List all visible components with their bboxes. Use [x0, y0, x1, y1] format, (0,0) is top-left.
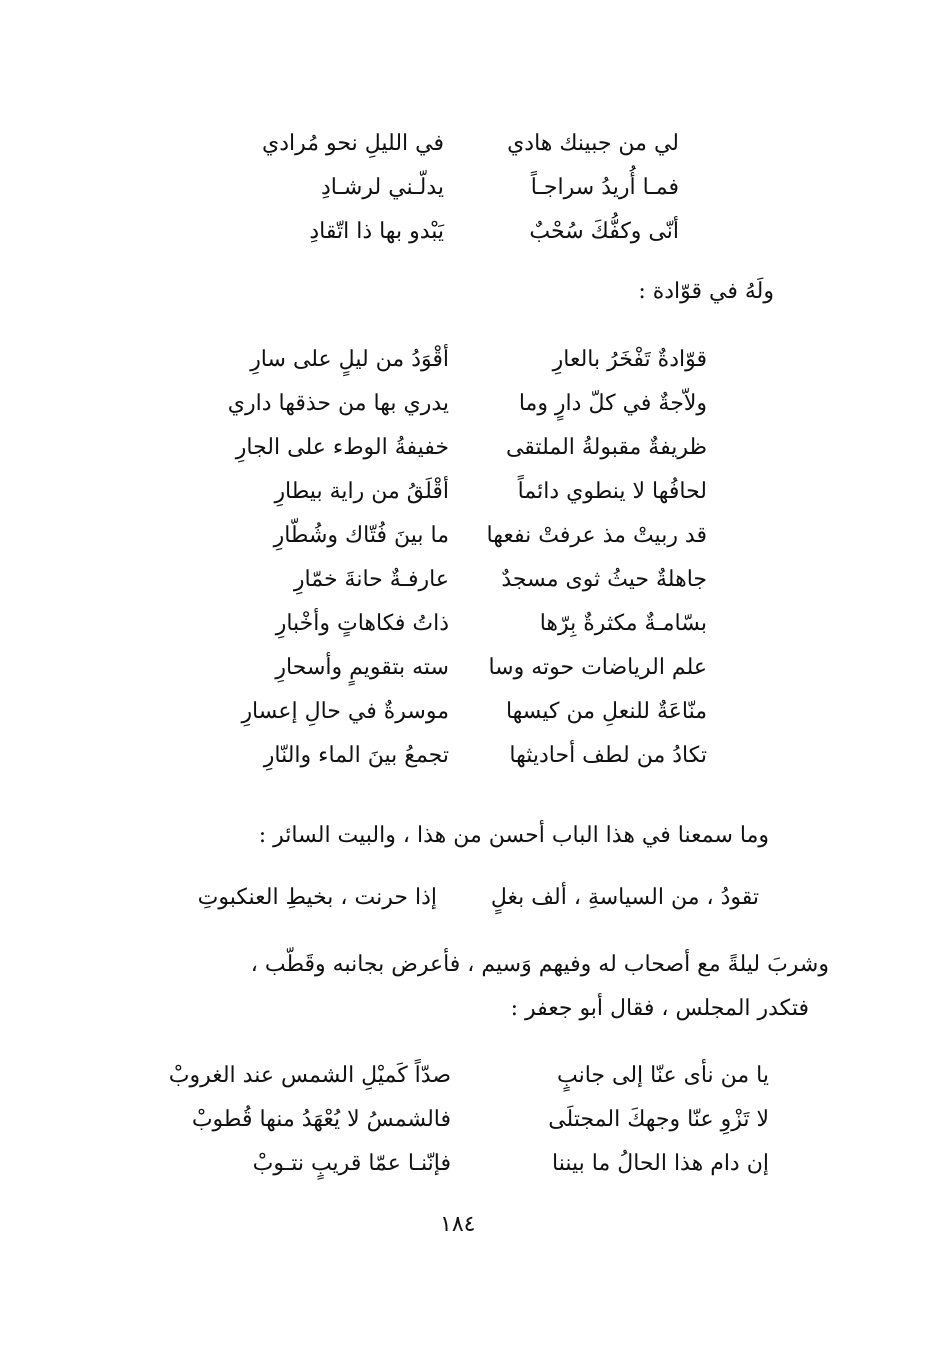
verse-line: [159, 878, 759, 922]
first-hemistich: إن دام هذا الحالُ ما بيننا: [552, 1151, 769, 1176]
second-hemistich: سته بتقويمٍ وأسحارِ: [275, 655, 449, 680]
verse-line: [217, 692, 707, 736]
second-hemistich: يدلّـني لرشـادِ: [320, 175, 444, 200]
first-hemistich: تكادُ من لطف أحاديثها: [509, 743, 707, 768]
second-hemistich: يَبْدو بها ذا اتّقادِ: [309, 219, 444, 244]
second-hemistich: يدري بها من حذقها داري: [227, 391, 449, 416]
first-hemistich: لا تَزْوِ عنّا وجهكَ المجتلَى: [548, 1107, 769, 1132]
poem-stanza-2: [217, 340, 707, 780]
verse-line: [217, 340, 707, 384]
first-hemistich: لي من جبينك هادي: [507, 131, 679, 156]
verse-line: [217, 472, 707, 516]
second-hemistich: في الليلِ نحو مُرادي: [262, 131, 444, 156]
first-hemistich: علم الرياضات حوته وسا: [488, 655, 707, 680]
prose-paragraph: فتكدر المجلس ، فقال أبو جعفر :: [510, 996, 809, 1021]
second-hemistich: ذاتُ فكاهاتٍ وأخْبارِ: [275, 611, 449, 636]
verse-line: [217, 560, 707, 604]
single-verse: [159, 878, 759, 922]
first-hemistich: جاهلةٌ حيثُ ثوى مسجدٌ: [501, 567, 707, 592]
verse-line: [149, 1100, 769, 1144]
first-hemistich: لحافُها لا ينطوي دائماً: [517, 479, 707, 504]
second-hemistich: صدّاً كَميْلِ الشمس عند الغروبْ: [168, 1063, 451, 1088]
first-hemistich: منّاعَةٌ للنعلِ من كيسها: [505, 699, 707, 724]
poem-stanza-3: [149, 1056, 769, 1188]
first-hemistich: ولاّجةٌ في كلّ دارٍ وما: [518, 391, 707, 416]
first-hemistich: فمـا أُريدُ سراجـاً: [530, 175, 679, 200]
first-hemistich: بسّامـةٌ مكثرةٌ بِرّها: [539, 611, 707, 636]
second-hemistich: إذا حرنت ، بخيطِ العنكبوتِ: [197, 885, 437, 910]
poem-stanza-1: [249, 124, 679, 256]
second-hemistich: موسرةٌ في حالِ إعسارِ: [241, 699, 449, 724]
first-hemistich: قد ربيتْ مذ عرفتْ نفعها: [486, 523, 707, 548]
second-hemistich: فالشمسُ لا يُعْهَدُ منها قُطوبْ: [191, 1107, 451, 1132]
verse-line: [149, 1144, 769, 1188]
second-hemistich: أقْلَقُ من راية بيطارِ: [274, 479, 449, 504]
verse-line: [249, 212, 679, 256]
verse-line: [217, 428, 707, 472]
first-hemistich: تقودُ ، من السياسةِ ، ألف بغلٍ: [490, 885, 759, 910]
first-hemistich: يا من نأى عنّا إلى جانبٍ: [556, 1063, 769, 1088]
verse-line: [217, 384, 707, 428]
verse-line: [217, 736, 707, 780]
section-heading: ولَهُ في قوّادة :: [638, 279, 774, 304]
verse-line: [149, 1056, 769, 1100]
second-hemistich: فإنّنـا عمّا قريبٍ نتـوبْ: [252, 1151, 451, 1176]
first-hemistich: ظريفةٌ مقبولةُ الملتقى: [505, 435, 707, 460]
verse-line: [217, 648, 707, 692]
verse-line: [217, 516, 707, 560]
verse-line: [249, 124, 679, 168]
page-number: ١٨٤: [440, 1212, 476, 1237]
verse-line: [249, 168, 679, 212]
second-hemistich: تجمعُ بينَ الماء والنّارِ: [263, 743, 449, 768]
first-hemistich: أنّى وكفُّكَ سُحْبٌ: [529, 219, 679, 244]
second-hemistich: أقْوَدُ من ليلٍ على سارِ: [250, 347, 449, 372]
second-hemistich: ما بينَ فُتّاك وشُطّارِ: [273, 523, 449, 548]
prose-paragraph: وما سمعنا في هذا الباب أحسن من هذا ، والبيت السائر :: [258, 823, 769, 848]
first-hemistich: قوّادةٌ تَفْخَرُ بالعارِ: [552, 347, 707, 372]
verse-line: [217, 604, 707, 648]
prose-paragraph: وشربَ ليلةً مع أصحاب له وفيهم وَسيم ، فأعرض بجانبه وقَطّب ،: [250, 952, 829, 977]
second-hemistich: خفيفةُ الوطء على الجارِ: [235, 435, 449, 460]
second-hemistich: عارفـةٌ حانةَ خمّارِ: [293, 567, 449, 592]
